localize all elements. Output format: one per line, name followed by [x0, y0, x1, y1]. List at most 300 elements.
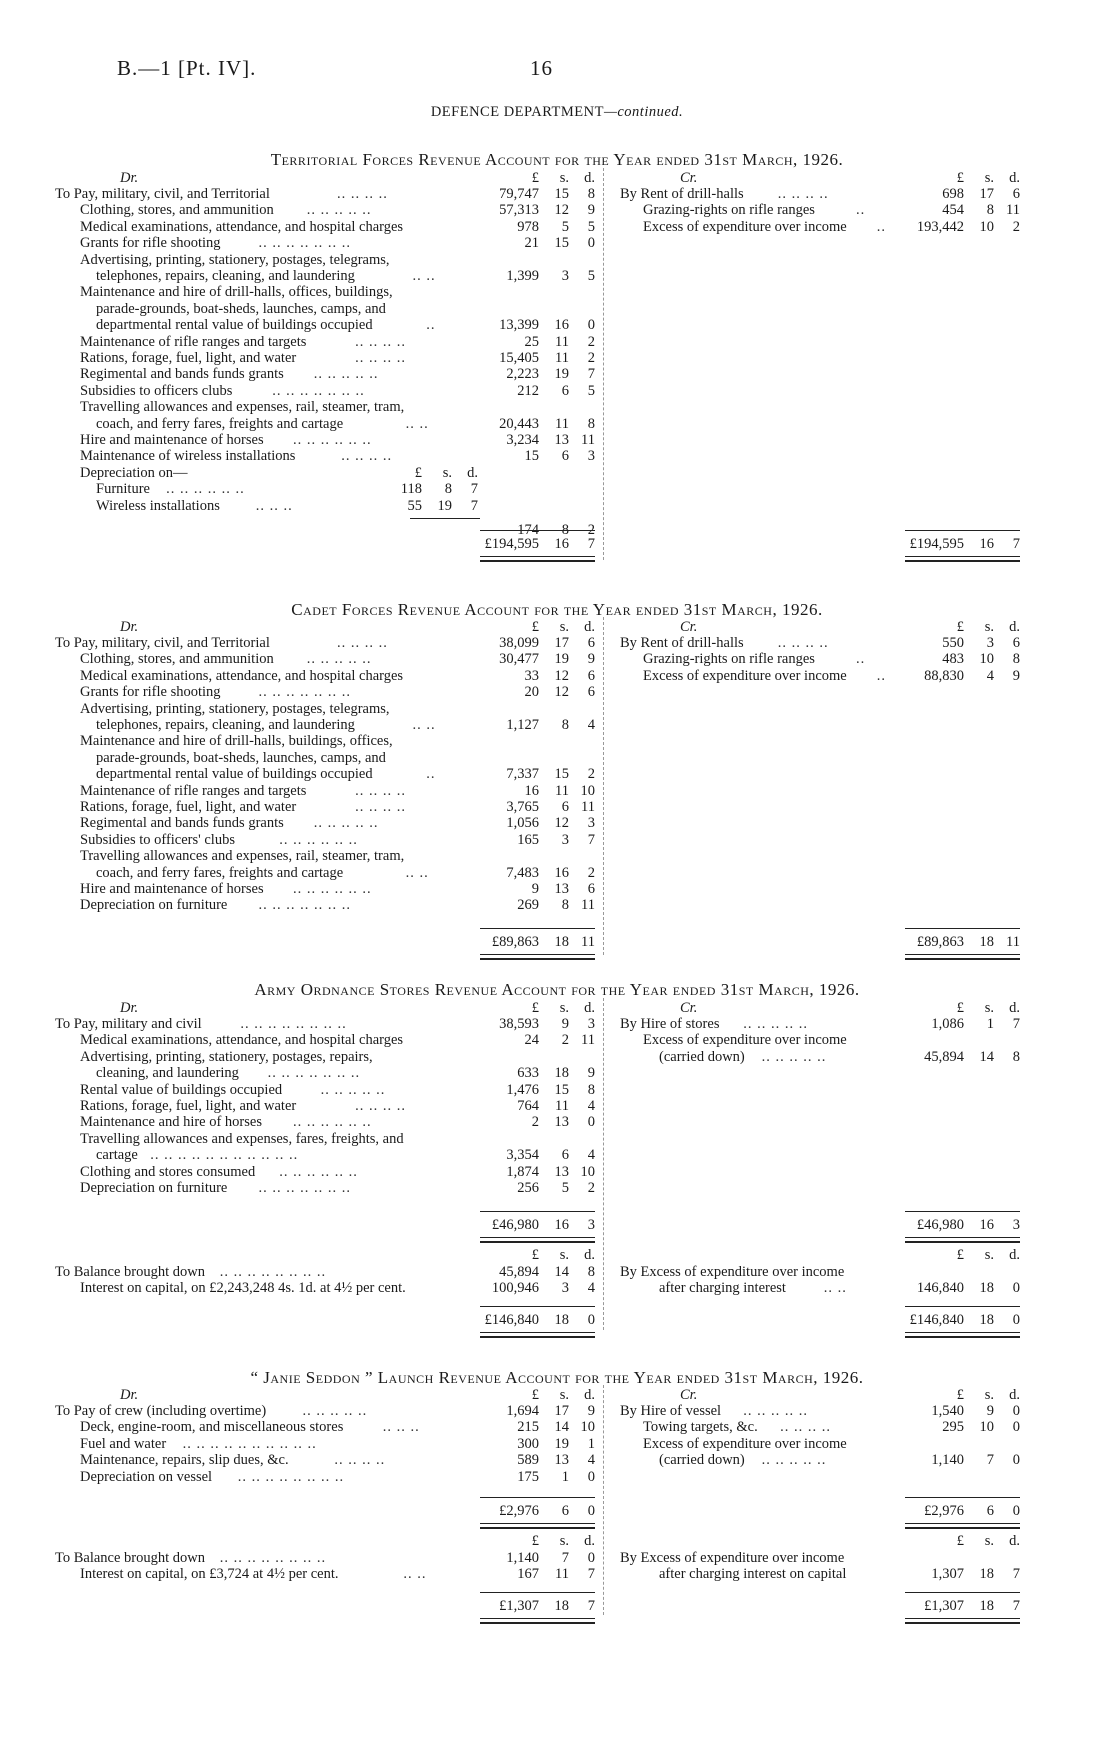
debit-entry-text: To Balance brought down	[55, 1264, 205, 1280]
credit-entry-amount-pence: 6	[1012, 186, 1020, 202]
leader-dots: .. .. .. .. .. ..	[279, 1163, 358, 1180]
credit-total-pounds: £146,840	[909, 1312, 964, 1328]
debit-entry-amount-pounds: 21	[524, 235, 539, 252]
debit-entry-amount-pence: 8	[587, 1081, 595, 1098]
debit-entry-amount	[465, 1098, 595, 1115]
debit-entry-text: Rations, forage, fuel, light, and water	[80, 1098, 297, 1114]
debit-total-pence: 7	[587, 1598, 595, 1614]
debit-entry-amount	[465, 1469, 595, 1486]
debit-entry-amount-shillings: 11	[555, 415, 569, 432]
debit-entry-text: Medical examinations, attendance, and hospital charges	[80, 1032, 404, 1049]
debit-total-pounds: £1,307	[499, 1598, 539, 1614]
debit-total-pounds: £194,595	[484, 536, 539, 552]
debit-entry-amount-pounds: 215	[517, 1419, 539, 1436]
credit-entry-text: after charging interest	[659, 1280, 786, 1297]
debit-entry-text: coach, and ferry fares, freights and cartage	[96, 864, 344, 881]
credit-entry-text: Excess of expenditure over income	[643, 667, 847, 684]
debit-entry-text: Deck, engine-room, and miscellaneous stores	[80, 1419, 344, 1436]
debit-entry-amount-shillings: 12	[554, 684, 569, 701]
debit-entry-amount-shillings: 5	[561, 218, 569, 235]
credit-total-pounds: £46,980	[916, 1217, 964, 1233]
leader-dots: .. .. .. .. .. .. .. ..	[219, 1264, 327, 1280]
debit-entry-amount-pence: 5	[587, 268, 595, 284]
debit-entry-amount	[465, 766, 595, 783]
debit-entry-amount-shillings: 13	[554, 1163, 569, 1180]
debit-entry-amount-shillings: 18	[554, 1065, 569, 1082]
debit-entry-amount-pounds: 300	[517, 1435, 539, 1452]
debit-entry-text: Regimental and bands funds grants	[80, 366, 284, 383]
debit-column-header-shillings: s.	[559, 1247, 569, 1263]
debit-entry-amount-pence: 4	[587, 1280, 595, 1297]
leader-dots: .. .. .. .. .. .. .. ..	[237, 1468, 345, 1485]
debit-entry-text: To Pay, military, civil, and Territorial	[55, 186, 270, 202]
debit-entry-text: Clothing, stores, and ammunition	[80, 202, 274, 219]
credit-entry-text: By Excess of expenditure over income	[620, 1264, 845, 1280]
leader-dots: .. ..	[403, 1566, 427, 1583]
debit-entry-amount	[465, 635, 595, 652]
debit-entry-amount-pounds: 2,223	[506, 366, 539, 383]
debit-label: Dr.	[120, 1000, 139, 1016]
debit-entry-amount-pounds: 38,099	[499, 635, 539, 651]
debit-double-rule	[480, 954, 595, 960]
debit-entry-amount	[465, 783, 595, 800]
account-title: Army Ordnance Stores Revenue Account for the Year ended 31st March, 1926.	[254, 980, 860, 999]
debit-entry-text: Maintenance, repairs, slip dues, &c.	[80, 1452, 289, 1469]
leader-dots: .. .. .. ..	[337, 186, 388, 202]
debit-entry-amount	[465, 448, 595, 465]
debit-entry-amount-pounds: 256	[517, 1180, 539, 1196]
credit-total-pence: 0	[1012, 1503, 1020, 1519]
credit-entry-amount-shillings: 4	[986, 667, 994, 684]
debit-total	[465, 1598, 595, 1615]
debit-entry-amount-pence: 5	[587, 382, 595, 399]
debit-entry-amount-pence: 2	[587, 350, 595, 366]
debit-entry-amount-pence: 0	[587, 1468, 595, 1485]
leader-dots: .. .. .. .. .. .. .. .. .. .. ..	[150, 1147, 299, 1164]
debit-entry-text: Hire and maintenance of horses	[80, 881, 264, 897]
debit-entry-amount-shillings: 6	[561, 799, 569, 815]
credit-column-header-pounds: £	[956, 1000, 964, 1016]
credit-entry-amount-shillings: 10	[979, 218, 994, 235]
debit-entry-amount-shillings: 12	[554, 815, 569, 832]
debit-entry-amount-shillings: 2	[561, 1032, 569, 1049]
credit-entry-amount	[890, 651, 1020, 668]
credit-column-header-shillings: s.	[984, 170, 994, 186]
debit-column-header-pence: d.	[584, 170, 595, 186]
credit-column-header-pence: d.	[1009, 1000, 1020, 1016]
debit-entry-amount-pence: 5	[587, 218, 595, 235]
credit-label: Cr.	[680, 170, 698, 186]
credit-column-header-pence: d.	[1009, 1533, 1020, 1549]
credit-entry-amount-pence: 7	[1012, 1566, 1020, 1583]
debit-entry-text: telephones, repairs, cleaning, and laundering	[96, 717, 355, 733]
credit-column-header	[890, 1000, 1020, 1017]
credit-entry-amount-shillings: 18	[979, 1280, 994, 1297]
debit-total	[465, 536, 595, 553]
debit-column-header-shillings: s.	[559, 1387, 569, 1403]
leader-dots: .. .. .. ..	[337, 635, 388, 651]
debit-entry-amount-pence: 2	[587, 1180, 595, 1196]
credit-entry-amount-shillings: 17	[979, 186, 994, 202]
debit-entry-amount-shillings: 12	[554, 202, 569, 219]
debit-column-header-shillings: s.	[559, 1000, 569, 1016]
credit-column-header-pounds: £	[956, 1247, 964, 1263]
debit-entry-amount	[465, 1180, 595, 1197]
debit-total-pence: 7	[587, 536, 595, 552]
credit-entry-amount-pounds: 193,442	[916, 218, 964, 235]
debit-entry-amount	[465, 1032, 595, 1049]
credit-entry-amount-shillings: 8	[986, 202, 994, 219]
debit-entry-amount-pence: 4	[587, 1098, 595, 1114]
credit-entry-amount-pounds: 483	[942, 651, 964, 668]
credit-total-pence: 7	[1012, 536, 1020, 552]
debit-entry-amount-shillings: 8	[561, 717, 569, 733]
depreciation-item-amount-shillings: 19	[437, 497, 452, 514]
debit-entry-amount-pounds: 1,399	[506, 268, 539, 284]
debit-total	[465, 1217, 595, 1234]
debit-total-shillings: 18	[554, 934, 569, 950]
leader-dots: .. .. .. ..	[780, 1419, 831, 1436]
credit-total-pence: 11	[1006, 934, 1020, 950]
debit-entry-text: Rental value of buildings occupied	[80, 1081, 283, 1098]
credit-total-pence: 3	[1012, 1217, 1020, 1233]
debit-total	[465, 1503, 595, 1520]
leader-dots: .. .. .. .. .. .. .. ..	[240, 1016, 347, 1032]
debit-entry-amount-pence: 0	[587, 1550, 595, 1566]
debit-entry-amount-pence: 6	[587, 684, 595, 701]
debit-entry-amount-pence: 8	[587, 1264, 595, 1280]
debit-column-header	[465, 170, 595, 187]
debit-total-shillings: 6	[561, 1503, 569, 1519]
debit-double-rule	[480, 556, 595, 562]
debit-entry-amount-pence: 4	[587, 717, 595, 733]
debit-entry-amount-shillings: 13	[554, 881, 569, 897]
credit-total-pounds: £2,976	[924, 1503, 964, 1519]
leader-dots: .. .. .. ..	[355, 350, 406, 366]
debit-entry-amount	[465, 1452, 595, 1469]
debit-column-header-pounds: £	[531, 170, 539, 186]
debit-total-pence: 11	[581, 934, 595, 950]
leader-dots: .. .. .. .. ..	[743, 1403, 809, 1419]
debit-total-rule	[480, 1592, 595, 1593]
debit-column-header-shillings: s.	[559, 1533, 569, 1549]
credit-entry-amount-pounds: 1,086	[931, 1016, 964, 1032]
debit-entry-text: Depreciation on furniture	[80, 897, 228, 914]
debit-entry-text: Maintenance and hire of drill-halls, offices, buildings,	[80, 284, 393, 301]
debit-entry-amount-shillings: 6	[561, 448, 569, 465]
leader-dots: ..	[426, 766, 436, 783]
credit-total-rule	[905, 1211, 1020, 1212]
debit-entry-amount-pounds: 212	[517, 382, 539, 399]
credit-double-rule	[905, 954, 1020, 960]
depreciation-total-shillings: 8	[561, 522, 569, 538]
debit-entry-amount-pounds: 25	[524, 333, 539, 350]
debit-entry-amount-shillings: 19	[554, 651, 569, 668]
leader-dots: .. .. .. .. .. .. .. ..	[219, 1550, 327, 1566]
debit-label: Dr.	[120, 170, 139, 186]
debit-entry-amount-pounds: 167	[517, 1566, 539, 1583]
depreciation-item-amount-pence: 7	[470, 481, 478, 498]
debit-entry-amount-pence: 1	[587, 1435, 595, 1452]
debit-entry-amount-shillings: 11	[555, 350, 569, 366]
credit-entry-text: By Rent of drill-halls	[620, 635, 744, 651]
debit-entry-amount-pence: 6	[587, 667, 595, 684]
credit-double-rule	[905, 1237, 1020, 1243]
debit-entry-amount-shillings: 19	[554, 1435, 569, 1452]
debit-entry-text: Advertising, printing, stationery, postages, telegrams,	[80, 700, 390, 717]
credit-column-header-shillings: s.	[984, 1387, 994, 1403]
leader-dots: .. .. .. ..	[355, 333, 406, 350]
debit-entry-amount-pence: 2	[587, 864, 595, 881]
credit-entry-amount-pence: 9	[1012, 667, 1020, 684]
debit-total-pounds: £46,980	[491, 1217, 539, 1233]
debit-entry-text: Advertising, printing, stationery, postages, telegrams,	[80, 251, 390, 268]
leader-dots: ..	[426, 317, 436, 334]
debit-entry-amount	[465, 186, 595, 203]
credit-entry-amount	[890, 1566, 1020, 1583]
debit-entry-amount	[465, 317, 595, 334]
debit-entry-amount	[465, 1082, 595, 1099]
debit-total-pence: 0	[587, 1312, 595, 1328]
debit-entry-amount-shillings: 16	[554, 317, 569, 334]
debit-entry-text: Grants for rifle shooting	[80, 235, 221, 252]
leader-dots: ..	[856, 651, 866, 668]
credit-column-header-shillings: s.	[984, 1247, 994, 1263]
debit-entry-amount-pence: 0	[587, 235, 595, 252]
credit-entry-amount	[890, 668, 1020, 685]
debit-entry-amount-pounds: 15,405	[499, 350, 539, 366]
debit-entry-amount	[465, 684, 595, 701]
debit-column-header-pence: d.	[584, 1533, 595, 1549]
debit-entry-amount-shillings: 17	[554, 635, 569, 651]
debit-entry-amount-shillings: 15	[554, 235, 569, 252]
debit-entry-amount-shillings: 3	[561, 1280, 569, 1297]
debit-entry-amount-pence: 11	[581, 799, 595, 815]
debit-entry-amount-shillings: 13	[554, 1452, 569, 1469]
debit-entry-amount-shillings: 16	[554, 864, 569, 881]
debit-entry-amount-pounds: 175	[517, 1468, 539, 1485]
debit-entry-amount-shillings: 8	[561, 897, 569, 914]
debit-entry-amount	[465, 799, 595, 816]
debit-total-rule	[480, 1211, 595, 1212]
debit-entry-amount-pounds: 38,593	[499, 1016, 539, 1032]
debit-entry-amount-pence: 10	[580, 1163, 595, 1180]
credit-column-header-pence: d.	[1009, 1247, 1020, 1263]
depreciation-item-amount-pence: 7	[470, 497, 478, 514]
credit-entry-amount-pounds: 1,307	[931, 1566, 964, 1583]
debit-entry-amount-pounds: 3,354	[506, 1147, 539, 1164]
debit-entry-amount	[465, 1065, 595, 1082]
leader-dots: ..	[876, 667, 886, 684]
debit-entry-amount-pounds: 1,127	[506, 717, 539, 733]
debit-entry-amount-pence: 11	[581, 432, 595, 448]
leader-dots: .. .. .. .. .. .. ..	[258, 684, 351, 701]
debit-entry-amount-pounds: 13,399	[499, 317, 539, 334]
leader-dots: .. .. .. .. ..	[313, 815, 379, 832]
debit-entry-text: Depreciation on vessel	[80, 1468, 213, 1485]
debit-total	[465, 1312, 595, 1329]
depreciation-item-amount-pounds: 55	[407, 497, 422, 514]
debit-column-header-pence: d.	[584, 619, 595, 635]
leader-dots: .. .. .. ..	[355, 799, 406, 815]
debit-entry-text: Subsidies to officers clubs	[80, 382, 233, 399]
debit-entry-amount-pence: 0	[587, 1114, 595, 1131]
debit-entry-amount-pounds: 33	[524, 667, 539, 684]
credit-total	[890, 1217, 1020, 1234]
debit-entry-amount-pounds: 589	[517, 1452, 539, 1469]
credit-column-header-pence: d.	[1009, 170, 1020, 186]
debit-entry-text: Clothing, stores, and ammunition	[80, 651, 274, 668]
credit-entry-amount-pence: 0	[1012, 1419, 1020, 1436]
debit-entry-amount-pence: 2	[587, 766, 595, 783]
debit-entry-amount-pounds: 9	[531, 881, 539, 897]
credit-total	[890, 1503, 1020, 1520]
account-title: Cadet Forces Revenue Account for the Year ended 31st March, 1926.	[291, 600, 823, 619]
credit-entry-amount-pence: 7	[1012, 1016, 1020, 1032]
leader-dots: .. .. .. .. .. .. ..	[258, 897, 351, 914]
depreciation-column-header-pounds: £	[414, 464, 422, 481]
debit-entry-amount-shillings: 5	[561, 1180, 569, 1196]
debit-entry-amount-pence: 8	[587, 415, 595, 432]
debit-entry-amount	[465, 717, 595, 734]
debit-column-header-pounds: £	[531, 1000, 539, 1016]
debit-entry-amount-pounds: 633	[517, 1065, 539, 1082]
debit-entry-amount-pence: 7	[587, 366, 595, 383]
debit-entry-amount	[465, 1550, 595, 1567]
depreciation-total-pounds: 174	[517, 522, 539, 538]
debit-entry-amount	[465, 668, 595, 685]
debit-entry-amount-shillings: 19	[554, 366, 569, 383]
debit-entry-amount-pounds: 764	[517, 1098, 539, 1114]
document-reference: B.—1 [Pt. IV].	[117, 56, 257, 80]
leader-dots: .. .. .. .. ..	[306, 651, 372, 668]
credit-total-pence: 0	[1012, 1312, 1020, 1328]
leader-dots: .. .. .. ..	[341, 448, 393, 465]
credit-double-rule	[905, 1332, 1020, 1338]
debit-entry-text: coach, and ferry fares, freights and cartage	[96, 415, 344, 432]
debit-total-rule	[480, 1497, 595, 1498]
debit-entry-text: To Pay, military, civil, and Territorial	[55, 635, 270, 651]
credit-entry-text: Grazing-rights on rifle ranges	[643, 202, 815, 219]
debit-entry-amount-pounds: 269	[517, 897, 539, 914]
credit-entry-amount-shillings: 3	[986, 635, 994, 651]
depreciation-item-amount	[348, 498, 478, 515]
debit-entry-amount-pounds: 1,056	[506, 815, 539, 832]
credit-entry-amount	[890, 635, 1020, 652]
leader-dots: .. .. ..	[382, 1419, 420, 1436]
debit-column-header-pence: d.	[584, 1000, 595, 1016]
debit-entry-text: Maintenance and hire of horses	[80, 1114, 262, 1131]
leader-dots: .. .. .. .. ..	[306, 202, 372, 219]
leader-dots: .. .. .. .. .. ..	[166, 481, 245, 498]
debit-double-rule	[480, 1237, 595, 1243]
debit-entry-amount-pounds: 7,483	[506, 864, 539, 881]
credit-entry-amount-pence: 6	[1012, 635, 1020, 651]
credit-entry-amount-shillings: 18	[979, 1566, 994, 1583]
debit-entry-amount-pence: 11	[581, 897, 595, 914]
credit-double-rule	[905, 1618, 1020, 1624]
debit-entry-amount	[465, 383, 595, 400]
depreciation-item: Furniture	[96, 481, 150, 498]
debit-entry-amount	[465, 815, 595, 832]
credit-entry-text: Excess of expenditure over income	[643, 1435, 847, 1452]
credit-entry-amount-shillings: 10	[979, 651, 994, 668]
credit-entry-text: By Hire of vessel	[620, 1403, 722, 1419]
credit-total-pounds: £1,307	[924, 1598, 964, 1614]
debit-entry-amount-shillings: 11	[555, 333, 569, 350]
credit-total	[890, 536, 1020, 553]
depreciation-column-header	[348, 465, 478, 482]
leader-dots: .. ..	[412, 268, 436, 284]
debit-entry-amount-pence: 7	[587, 831, 595, 848]
debit-column-header-pounds: £	[531, 619, 539, 635]
debit-column-header-pence: d.	[584, 1247, 595, 1263]
debit-entry-amount	[465, 268, 595, 285]
credit-column-header	[890, 1247, 1020, 1264]
debit-total-rule	[480, 530, 595, 531]
debit-column-header-pence: d.	[584, 1387, 595, 1403]
leader-dots: .. .. .. ..	[355, 782, 406, 799]
credit-entry-amount-pounds: 698	[942, 186, 964, 202]
debit-entry-amount-shillings: 15	[554, 766, 569, 783]
debit-double-rule	[480, 1618, 595, 1624]
credit-entry-text: By Rent of drill-halls	[620, 186, 744, 202]
credit-label: Cr.	[680, 619, 698, 635]
debit-entry-amount-pounds: 2	[531, 1114, 539, 1131]
column-separator	[603, 1385, 604, 1615]
debit-column-header	[465, 619, 595, 636]
debit-entry-text: Travelling allowances and expenses, rail, steamer, tram,	[80, 848, 405, 865]
debit-entry-text: Maintenance of rifle ranges and targets	[80, 782, 307, 799]
credit-total	[890, 1598, 1020, 1615]
leader-dots: .. .. .. .. .. ..	[279, 831, 358, 848]
depreciation-total-pence: 2	[587, 522, 595, 538]
debit-entry-amount	[465, 865, 595, 882]
debit-entry-amount	[465, 1419, 595, 1436]
debit-total	[465, 934, 595, 951]
debit-entry-amount-pence: 9	[587, 202, 595, 219]
page-number: 16	[530, 56, 553, 80]
debit-entry-amount-shillings: 3	[561, 268, 569, 284]
credit-total-rule	[905, 1306, 1020, 1307]
leader-dots: .. .. ..	[255, 497, 293, 514]
debit-entry-amount-pence: 3	[587, 1016, 595, 1032]
credit-entry-amount-shillings: 1	[986, 1016, 994, 1032]
credit-total-shillings: 16	[979, 536, 994, 552]
credit-entry-text: after charging interest on capital	[659, 1566, 847, 1583]
debit-entry-amount	[465, 832, 595, 849]
depreciation-item-amount	[348, 481, 478, 498]
debit-entry-amount-pounds: 7,337	[506, 766, 539, 783]
debit-entry-amount	[465, 235, 595, 252]
debit-double-rule	[480, 1332, 595, 1338]
debit-entry-amount	[465, 1016, 595, 1033]
debit-column-header-pounds: £	[531, 1533, 539, 1549]
credit-total-shillings: 16	[979, 1217, 994, 1233]
debit-total-pence: 3	[587, 1217, 595, 1233]
debit-entry-amount-pounds: 20	[524, 684, 539, 701]
debit-entry-amount-pounds: 24	[524, 1032, 539, 1049]
debit-label: Dr.	[120, 619, 139, 635]
debit-entry-amount	[465, 881, 595, 898]
debit-total-shillings: 16	[554, 536, 569, 552]
depreciation-column-header-shillings: s.	[442, 464, 452, 481]
debit-entry-amount-pounds: 1,140	[506, 1550, 539, 1566]
leader-dots: .. .. .. .. .. ..	[293, 432, 372, 448]
debit-entry-text: Rations, forage, fuel, light, and water	[80, 799, 297, 815]
debit-entry-text: departmental rental value of buildings occupied	[96, 317, 373, 334]
credit-entry-amount	[890, 186, 1020, 203]
